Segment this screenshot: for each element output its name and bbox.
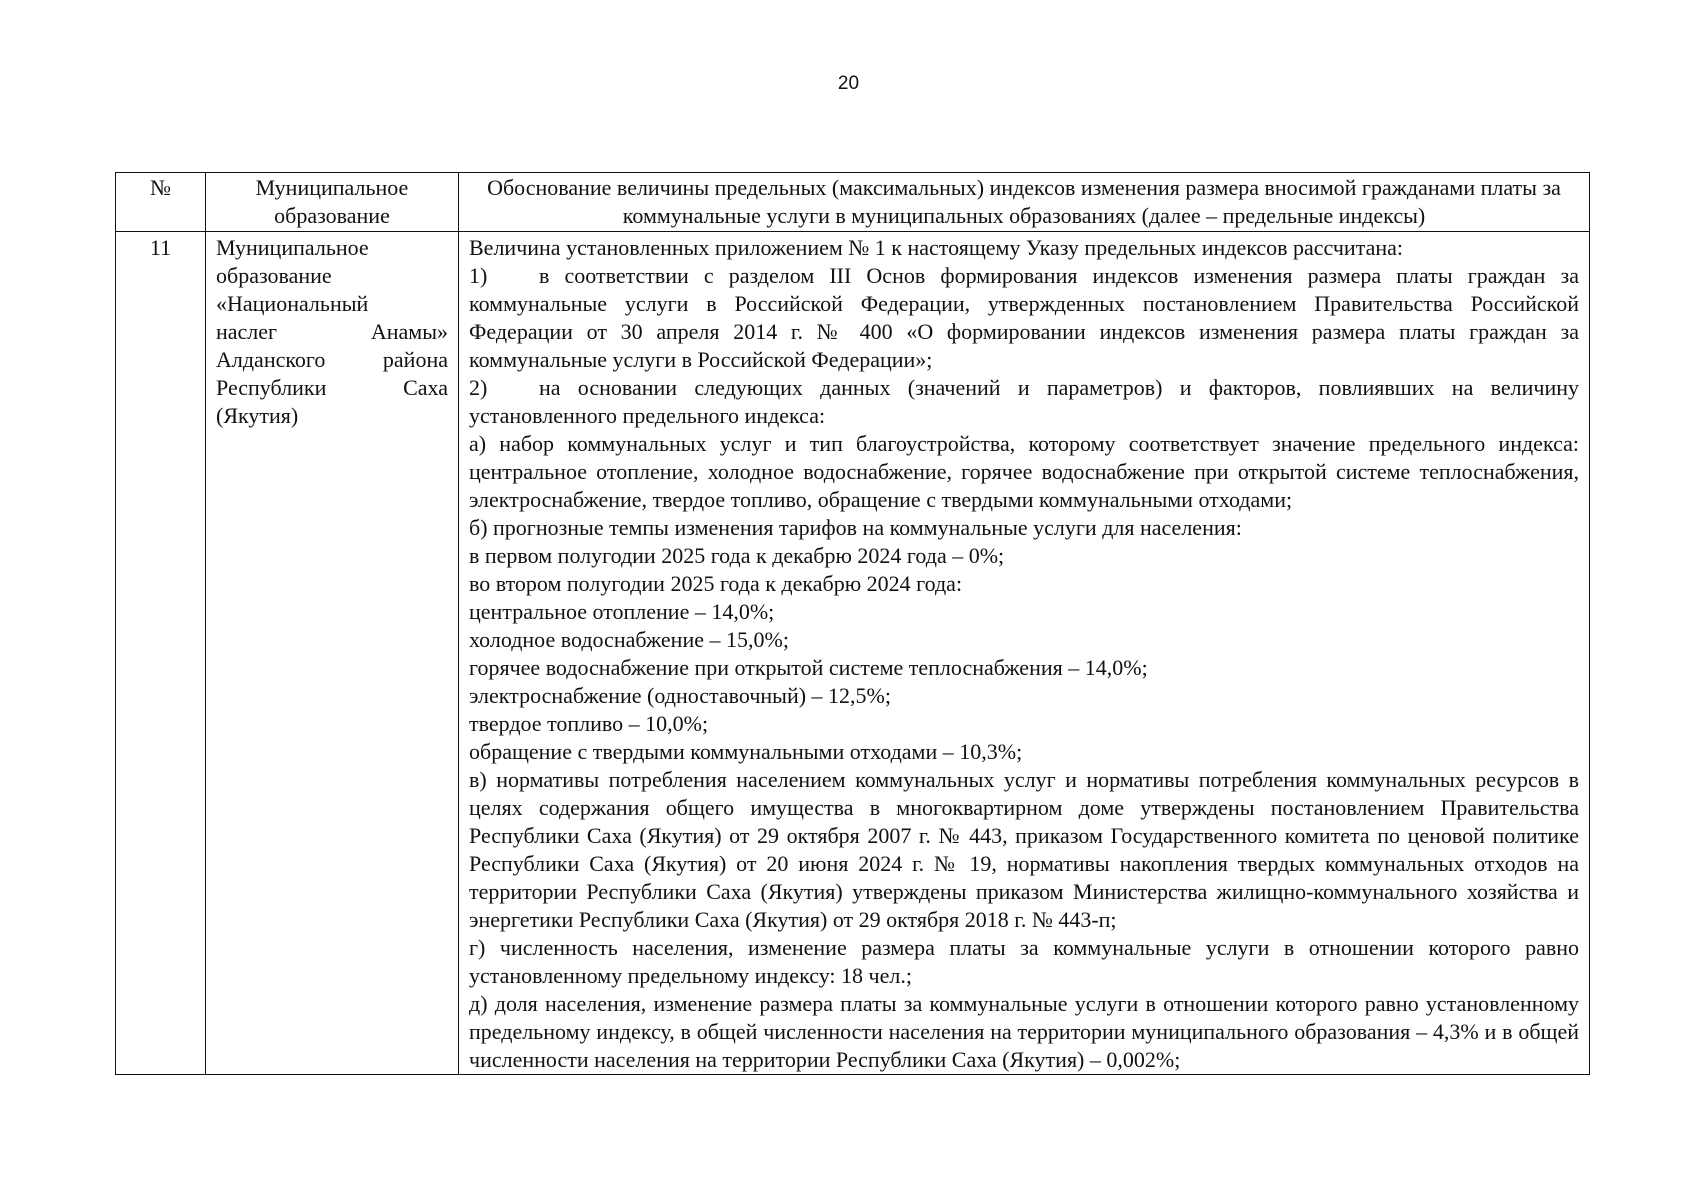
table-row bbox=[116, 232, 1590, 1075]
row-municipality bbox=[206, 232, 459, 1075]
header-municipality: Муниципальное образование bbox=[206, 173, 459, 232]
item-2-marker: 2) bbox=[469, 375, 488, 400]
tariff-line: центральное отопление – 14,0%; bbox=[469, 599, 775, 624]
municipality-line: Алданского района bbox=[216, 347, 448, 372]
municipality-line: наслег Анамы» bbox=[216, 319, 448, 344]
tariff-line: твердое топливо – 10,0%; bbox=[469, 711, 709, 736]
tariff-line: электроснабжение (одноставочный) – 12,5%; bbox=[469, 683, 891, 708]
table-header-row bbox=[116, 173, 1590, 232]
tariff-line: в первом полугодии 2025 года к декабрю 2024 года – 0%; bbox=[469, 543, 1005, 568]
municipality-line: (Якутия) bbox=[216, 403, 299, 428]
item-1-marker: 1) bbox=[469, 263, 488, 288]
page-number: 20 bbox=[837, 73, 860, 94]
municipality-line: Муниципальное bbox=[216, 235, 369, 260]
tariff-line: обращение с твердыми коммунальными отходами – 10,3%; bbox=[469, 739, 1023, 764]
municipality-line: «Национальный bbox=[216, 291, 369, 316]
municipality-line: Республики Саха bbox=[216, 375, 448, 400]
subitem-v-paragraph: в) нормативы потребления населением коммунальных услуг и нормативы потребления коммунальных ресурсов в целях содержания общего имущества в многоквартирном доме утверждены постановлением Правительства Республики Саха (Якутия) от 29 октября 2007 г. № 443, приказом Государственного комитета по ценовой политике Республики Саха (Якутия) от 20 июня 2024 г. № 19, нормативы накопления твердых коммунальных отходов на территории Республики Саха (Якутия) утверждены приказом Министерства жилищно-коммунального хозяйства и энергетики Республики Саха (Якутия) от 29 октября 2018 г. № 443-п; bbox=[469, 767, 1579, 932]
municipality-name bbox=[216, 234, 448, 430]
item-2-text: на основании следующих данных (значений и параметров) и факторов, повлиявших на величину установленного предельного индекса: bbox=[469, 375, 1579, 428]
tariff-line: горячее водоснабжение при открытой системе теплоснабжения – 14,0%; bbox=[469, 655, 1148, 680]
item-1-text: в соответствии с разделом III Основ формирования индексов изменения размера платы граждан за коммунальные услуги в Российской Федерации, утвержденных постановлением Правительства Российской Федерации от 30 апреля 2014 г. № 400 «О формировании индексов изменения размера платы граждан за коммунальные услуги в Российской Федерации»; bbox=[469, 263, 1579, 372]
subitem-a-paragraph: а) набор коммунальных услуг и тип благоустройства, которому соответствует значение предельного индекса: центральное отопление, холодное водоснабжение, горячее водоснабжение при открытой системе теплоснабжения, электроснабжение, твердое топливо, обращение с твердыми коммунальными отходами; bbox=[469, 431, 1579, 512]
subitem-d-paragraph: д) доля населения, изменение размера платы за коммунальные услуги в отношении которого равно установленному предельному индексу, в общей численности населения на территории муниципального образования – 4,3% и в общей численности населения на территории Республики Саха (Якутия) – 0,002%; bbox=[469, 991, 1579, 1072]
row-justification bbox=[459, 232, 1590, 1075]
item-1-paragraph bbox=[469, 262, 1579, 374]
row-number: 11 bbox=[116, 232, 206, 1075]
intro-paragraph: Величина установленных приложением № 1 к настоящему Указу предельных индексов рассчитана: bbox=[469, 235, 1403, 260]
tariff-line: во втором полугодии 2025 года к декабрю 2024 года: bbox=[469, 571, 963, 596]
municipality-line: образование bbox=[216, 263, 332, 288]
item-2-paragraph bbox=[469, 374, 1579, 430]
header-number: № bbox=[116, 173, 206, 232]
subitem-g-paragraph: г) численность населения, изменение размера платы за коммунальные услуги в отношении которого равно установленному предельному индексу: 18 чел.; bbox=[469, 935, 1579, 988]
header-justification: Обоснование величины предельных (максимальных) индексов изменения размера вносимой гражданами платы за коммунальные услуги в муниципальных образованиях (далее – предельные индексы) bbox=[459, 173, 1590, 232]
subitem-b-paragraph: б) прогнозные темпы изменения тарифов на коммунальные услуги для населения: bbox=[469, 515, 1242, 540]
tariff-line: холодное водоснабжение – 15,0%; bbox=[469, 627, 789, 652]
indices-justification-table bbox=[115, 172, 1590, 1075]
